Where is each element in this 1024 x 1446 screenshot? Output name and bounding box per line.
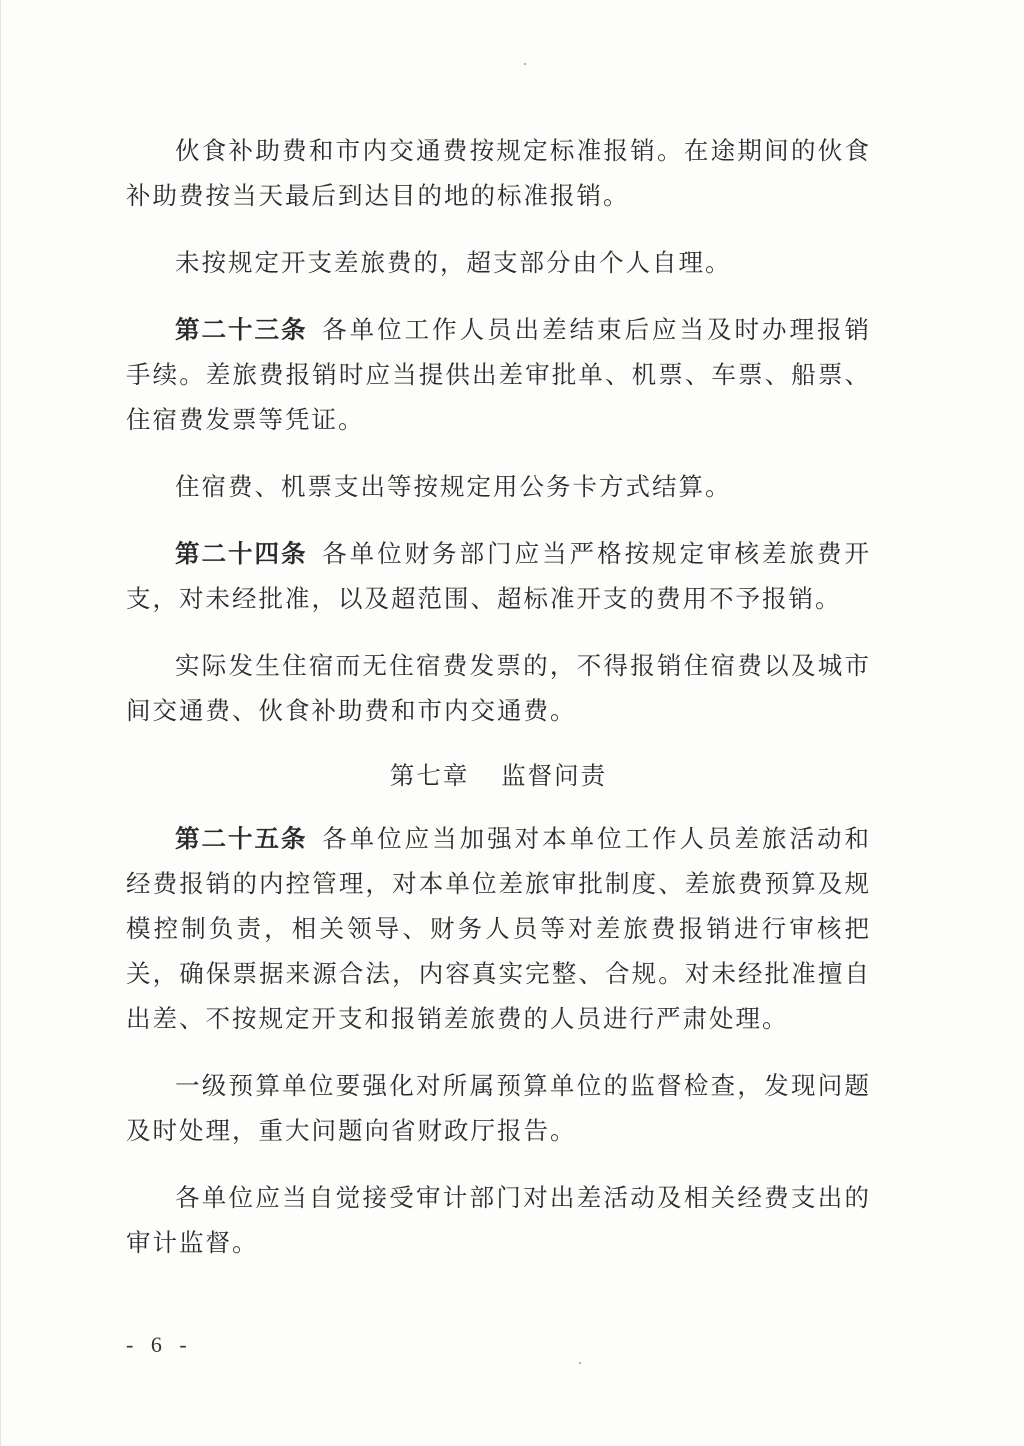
document-body [126, 128, 871, 1265]
article-25: 第二十五条 各单位应当加强对本单位工作人员差旅活动和经费报销的内控管理，对本单位差旅审批制度、差旅费预算及规模控制负责，相关领导、财务人员等对差旅费报销进行审核把关，确保票据来源合法，内容真实完整、合规。对未经批准擅自出差、不按规定开支和报销差旅费的人员进行严肃处理。 [126, 824, 872, 1033]
article-23: 第二十三条 各单位工作人员出差结束后应当及时办理报销手续。差旅费报销时应当提供出差审批单、机票、车票、船票、住宿费发票等凭证。 [126, 315, 872, 434]
article-number: 第二十四条 [175, 539, 308, 568]
article-number: 第二十三条 [175, 315, 308, 344]
paragraph-no-invoice: 实际发生住宿而无住宿费发票的，不得报销住宿费以及城市间交通费、伙食补助费和市内交通费。 [126, 651, 871, 725]
paragraph-supervision: 一级预算单位要强化对所属预算单位的监督检查，发现问题及时处理，重大问题向省财政厅报告。 [126, 1071, 871, 1145]
scan-speck [524, 63, 526, 65]
article-number: 第二十五条 [175, 824, 308, 853]
scan-speck [579, 1362, 581, 1364]
chapter-heading [126, 753, 871, 798]
chapter-number: 第七章 [389, 761, 470, 790]
chapter-title: 监督问责 [501, 761, 608, 790]
paragraph-official-card: 住宿费、机票支出等按规定用公务卡方式结算。 [175, 472, 732, 501]
page-number: - 6 - [126, 1332, 193, 1357]
paragraph-audit: 各单位应当自觉接受审计部门对出差活动及相关经费支出的审计监督。 [126, 1183, 871, 1257]
paragraph-meal-transport: 伙食补助费和市内交通费按规定标准报销。在途期间的伙食补助费按当天最后到达目的地的标准报销。 [126, 136, 871, 210]
article-24: 第二十四条 各单位财务部门应当严格按规定审核差旅费开支，对未经批准，以及超范围、超标准开支的费用不予报销。 [126, 539, 872, 613]
paragraph-overspend: 未按规定开支差旅费的，超支部分由个人自理。 [175, 248, 732, 277]
